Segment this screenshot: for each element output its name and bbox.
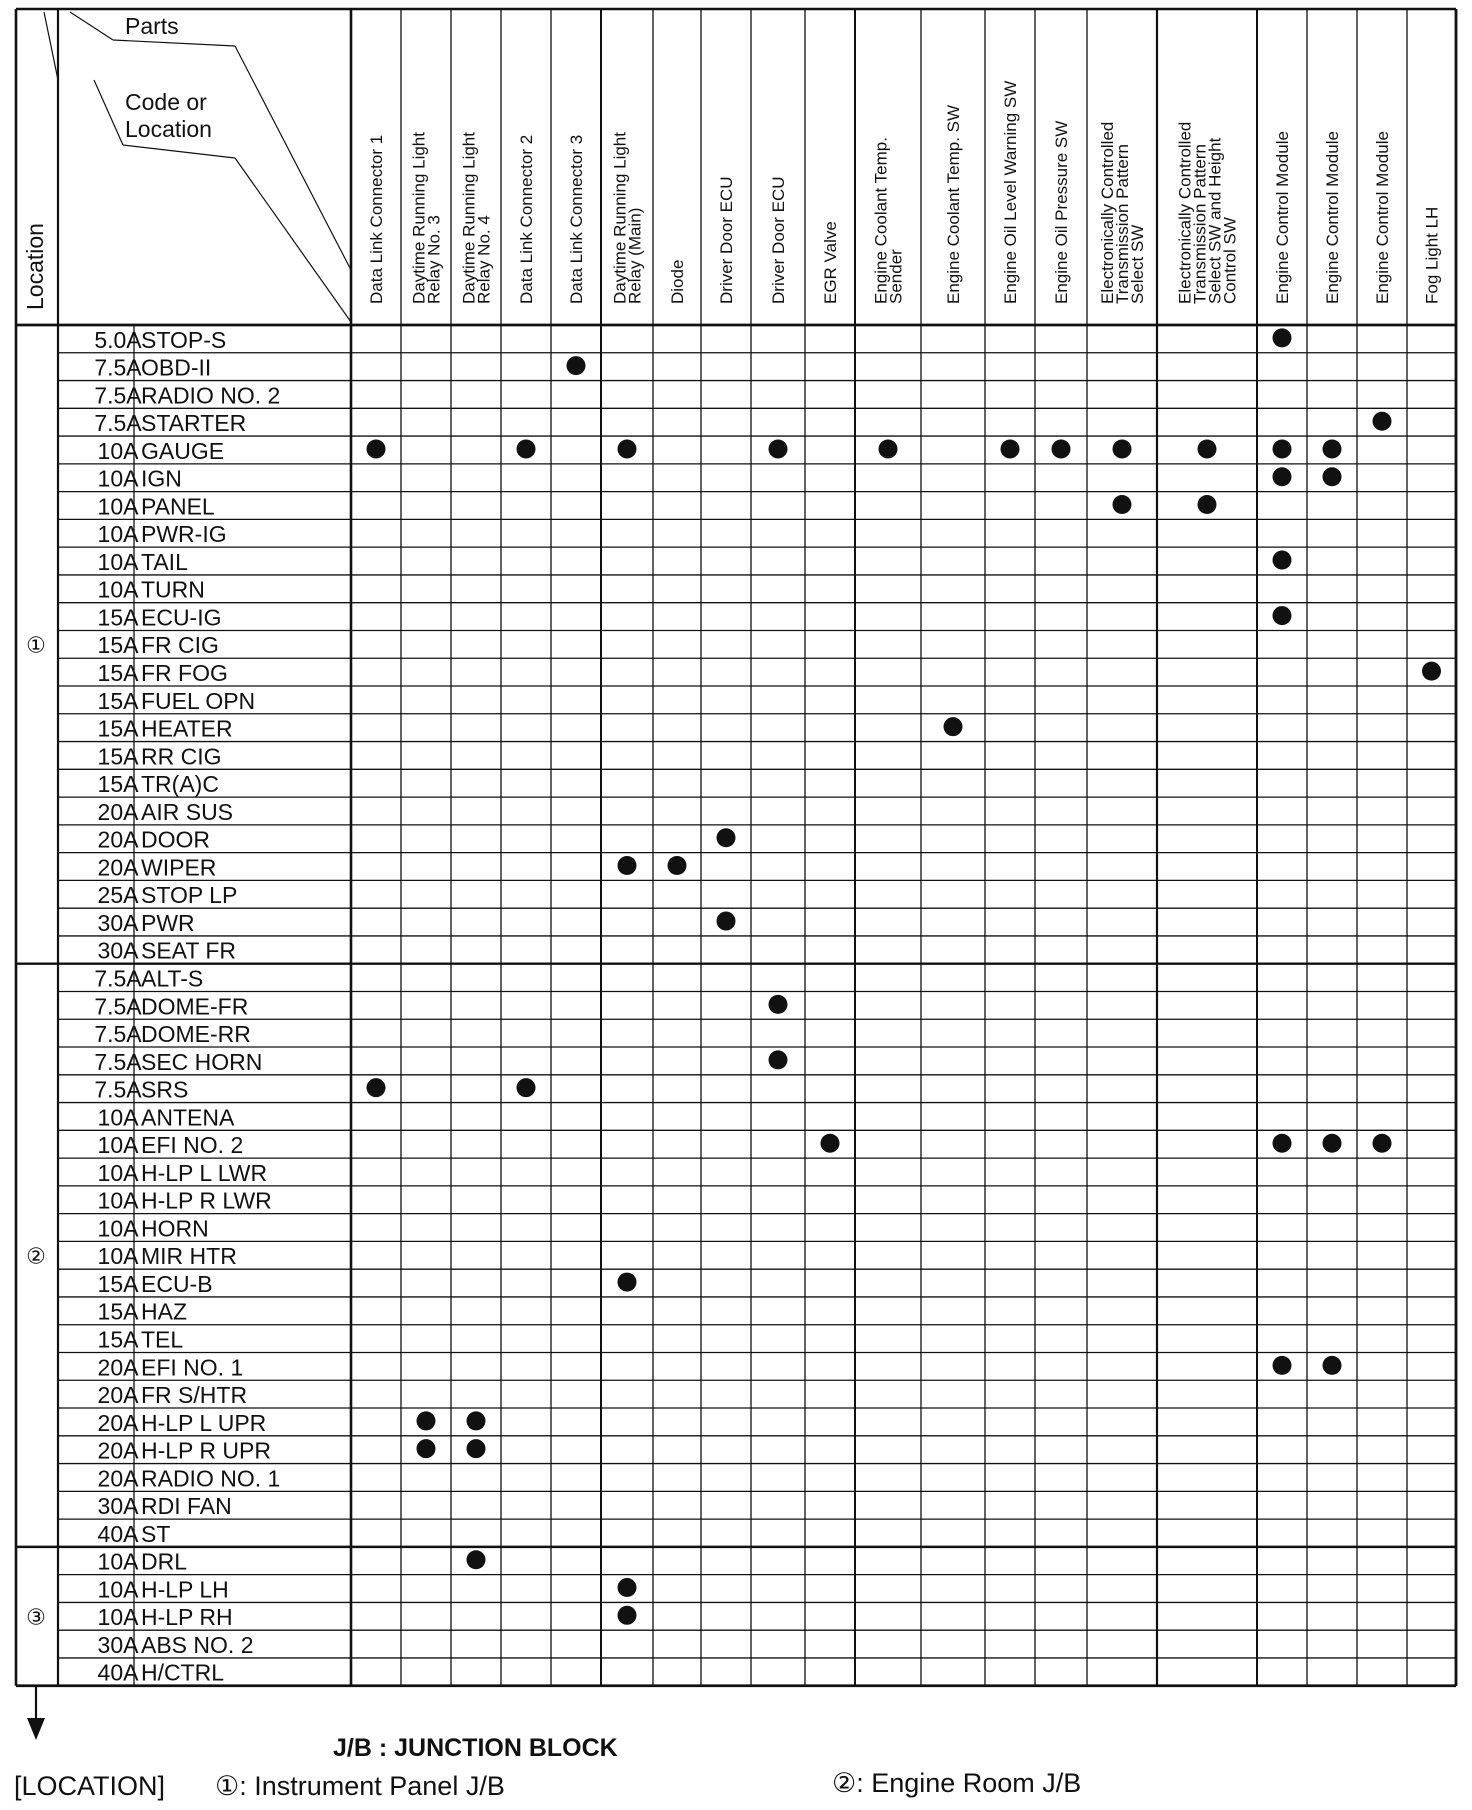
connection-dot: [367, 1078, 386, 1097]
fuse-name: IGN: [141, 465, 182, 492]
fuse-name: EFI NO. 1: [141, 1354, 244, 1381]
fuse-name: DRL: [141, 1548, 188, 1575]
fuse-name: STARTER: [141, 410, 247, 437]
fuse-amperage: 10A: [97, 437, 139, 464]
location-arrow-head: [27, 1718, 45, 1740]
fuse-amperage: 10A: [97, 1187, 139, 1214]
fuse-amperage: 10A: [97, 576, 139, 603]
connection-dot: [618, 856, 637, 875]
fuse-name: ECU-IG: [141, 604, 222, 631]
fuse-amperage: 7.5A: [94, 965, 142, 992]
connection-dot: [1323, 1356, 1342, 1375]
column-header: Engine Control Module: [1323, 131, 1342, 304]
fuse-name: H-LP LH: [141, 1576, 229, 1603]
header-diagonal: [113, 40, 235, 46]
column-header: Engine Oil Pressure SW: [1052, 120, 1071, 304]
connection-dot: [668, 856, 687, 875]
location-2-legend: ②: Engine Room J/B: [832, 1768, 1082, 1798]
connection-dot: [1273, 606, 1292, 625]
fuse-name: HAZ: [141, 1298, 187, 1325]
connection-dot: [417, 1439, 436, 1458]
fuse-amperage: 7.5A: [94, 1076, 142, 1103]
parts-header: Parts: [125, 13, 179, 39]
connection-dot: [467, 1411, 486, 1430]
connection-dot: [821, 1134, 840, 1153]
fuse-amperage: 10A: [97, 493, 139, 520]
header-diagonal: [235, 46, 351, 270]
fuse-amperage: 10A: [97, 1243, 139, 1270]
fuse-name: HORN: [141, 1215, 209, 1242]
column-header: Driver Door ECU: [769, 176, 788, 304]
connection-dot: [467, 1439, 486, 1458]
column-header: Engine Coolant Temp. SW: [944, 104, 963, 304]
fuse-amperage: 15A: [97, 743, 139, 770]
fuse-name: PWR-IG: [141, 521, 227, 548]
fuse-name: WIPER: [141, 854, 217, 881]
connection-dot: [517, 1078, 536, 1097]
column-header: Electronically Controlled: [1175, 121, 1195, 304]
fuse-amperage: 10A: [97, 521, 139, 548]
connection-dot: [517, 439, 536, 458]
location-marker: ①: [26, 632, 46, 658]
column-header: Sender: [886, 249, 906, 304]
fuse-name: EFI NO. 2: [141, 1132, 244, 1159]
fuse-amperage: 30A: [97, 909, 139, 936]
fuse-amperage: 20A: [97, 1382, 139, 1409]
fuse-name: FUEL OPN: [141, 687, 256, 714]
fuse-name: H-LP R UPR: [141, 1437, 271, 1464]
fuse-amperage: 7.5A: [94, 1048, 142, 1075]
connection-dot: [1198, 495, 1217, 514]
fuse-amperage: 15A: [97, 604, 139, 631]
fuse-amperage: 10A: [97, 1132, 139, 1159]
fuse-amperage: 20A: [97, 1465, 139, 1492]
fuse-amperage: 10A: [97, 548, 139, 575]
fuse-amperage: 10A: [97, 1159, 139, 1186]
fuse-amperage: 15A: [97, 660, 139, 687]
connection-dot: [618, 1606, 637, 1625]
connection-dot: [1001, 439, 1020, 458]
fuse-name: ALT-S: [141, 965, 204, 992]
connection-dot: [717, 828, 736, 847]
fuse-amperage: 15A: [97, 771, 139, 798]
connection-dot: [618, 1273, 637, 1292]
fuse-name: STOP-S: [141, 326, 227, 353]
column-header: Engine Coolant Temp.: [871, 137, 891, 304]
location-header: Location: [22, 223, 48, 310]
column-header: Relay (Main): [625, 207, 645, 304]
fuse-amperage: 7.5A: [94, 993, 142, 1020]
fuse-amperage: 10A: [97, 1548, 139, 1575]
connection-dot: [1373, 412, 1392, 431]
fuse-amperage: 20A: [97, 798, 139, 825]
fuse-name: HEATER: [141, 715, 233, 742]
location-1-legend: ①: Instrument Panel J/B: [215, 1771, 505, 1801]
header-diagonal: [44, 12, 58, 80]
fuse-name: TEL: [141, 1326, 184, 1353]
connection-dot: [1323, 467, 1342, 486]
fuse-name: FR S/HTR: [141, 1382, 248, 1409]
fuse-amperage: 15A: [97, 1298, 139, 1325]
column-header: Engine Control Module: [1273, 131, 1292, 304]
fuse-name: SRS: [141, 1076, 189, 1103]
connection-dot: [1273, 328, 1292, 347]
column-header: Select SW and Height: [1205, 137, 1225, 304]
connection-dot: [717, 912, 736, 931]
fuse-name: STOP LP: [141, 882, 238, 909]
connection-dot: [769, 439, 788, 458]
connection-dot: [769, 995, 788, 1014]
connection-dot: [367, 439, 386, 458]
fuse-amperage: 40A: [97, 1520, 139, 1547]
fuse-name: H-LP R LWR: [141, 1187, 272, 1214]
connection-dot: [769, 1050, 788, 1069]
fuse-name: TR(A)C: [141, 771, 219, 798]
column-header: Transmission Pattern: [1190, 144, 1210, 304]
connection-dot: [567, 356, 586, 375]
column-header: Data Link Connector 1: [367, 134, 386, 304]
fuse-amperage: 15A: [97, 687, 139, 714]
header-diagonal: [123, 145, 235, 158]
fuse-name: RADIO NO. 2: [141, 382, 281, 409]
fuse-name: SEC HORN: [141, 1048, 263, 1075]
header-diagonal: [70, 12, 113, 40]
fuse-amperage: 10A: [97, 1604, 139, 1631]
fuse-name: OBD-II: [141, 354, 212, 381]
column-header: EGR Valve: [821, 221, 840, 304]
fuse-name: GAUGE: [141, 437, 225, 464]
column-header: Select SW: [1128, 224, 1147, 304]
fuse-amperage: 40A: [97, 1659, 139, 1686]
fuse-name: FR CIG: [141, 632, 219, 659]
column-header: Engine Control Module: [1373, 131, 1392, 304]
fuse-name: MIR HTR: [141, 1243, 237, 1270]
fuse-amperage: 10A: [97, 1104, 139, 1131]
fuse-name: RADIO NO. 1: [141, 1465, 281, 1492]
fuse-name: TURN: [141, 576, 205, 603]
column-header: Daytime Running Light: [409, 132, 429, 304]
fuse-amperage: 25A: [97, 882, 139, 909]
fuse-name: SEAT FR: [141, 937, 236, 964]
column-header: Daytime Running Light: [610, 132, 630, 304]
connection-dot: [879, 439, 898, 458]
jb-title: J/B : JUNCTION BLOCK: [333, 1734, 618, 1762]
column-header: Fog Light LH: [1422, 206, 1442, 304]
code-location-header: Location: [125, 116, 212, 142]
connection-dot: [1273, 439, 1292, 458]
fuse-name: ABS NO. 2: [141, 1631, 254, 1658]
fuse-amperage: 20A: [97, 1354, 139, 1381]
column-header: Diode: [668, 259, 687, 304]
fuse-amperage: 7.5A: [94, 410, 142, 437]
column-header: Engine Oil Level Warning SW: [1001, 80, 1020, 304]
column-header: Relay No. 4: [474, 215, 494, 304]
fuse-amperage: 20A: [97, 1409, 139, 1436]
fuse-name: PWR: [141, 909, 195, 936]
column-header: Electronically Controlled: [1098, 121, 1117, 304]
fuse-amperage: 30A: [97, 1631, 139, 1658]
connection-dot: [1323, 1134, 1342, 1153]
connection-dot: [1198, 439, 1217, 458]
fuse-amperage: 10A: [97, 465, 139, 492]
column-header: Driver Door ECU: [717, 176, 736, 304]
fuse-amperage: 30A: [97, 937, 139, 964]
fuse-name: ECU-B: [141, 1270, 213, 1297]
connection-dot: [1422, 662, 1441, 681]
header-diagonal: [94, 80, 123, 145]
connection-dot: [1113, 495, 1132, 514]
connection-dot: [618, 439, 637, 458]
fuse-amperage: 10A: [97, 1215, 139, 1242]
location-marker: ②: [26, 1243, 46, 1269]
location-label: [LOCATION]: [14, 1771, 166, 1801]
fuse-name: DOME-FR: [141, 993, 249, 1020]
fuse-name: RDI FAN: [141, 1493, 232, 1520]
column-header: Transmission Pattern: [1113, 144, 1132, 304]
fuse-name: H/CTRL: [141, 1659, 225, 1686]
connection-dot: [467, 1550, 486, 1569]
connection-dot: [1273, 551, 1292, 570]
fuse-name: ANTENA: [141, 1104, 235, 1131]
fuse-amperage: 15A: [97, 1326, 139, 1353]
fuse-amperage: 15A: [97, 715, 139, 742]
fuse-name: FR FOG: [141, 660, 228, 687]
fuse-name: AIR SUS: [141, 798, 234, 825]
fuse-amperage: 7.5A: [94, 1021, 142, 1048]
fuse-name: DOOR: [141, 826, 210, 853]
fuse-amperage: 15A: [97, 632, 139, 659]
location-marker: ③: [26, 1604, 46, 1630]
column-header: Control SW: [1220, 217, 1240, 304]
header-diagonal: [235, 158, 351, 322]
connection-dot: [417, 1411, 436, 1430]
code-location-header: Code or: [125, 89, 207, 115]
fuse-name: ST: [141, 1520, 171, 1547]
connection-dot: [1273, 1356, 1292, 1375]
column-header: Data Link Connector 2: [517, 134, 536, 304]
fuse-amperage: 20A: [97, 826, 139, 853]
connection-dot: [1052, 439, 1071, 458]
connection-dot: [1373, 1134, 1392, 1153]
fuse-name: DOME-RR: [141, 1021, 251, 1048]
connection-dot: [1273, 467, 1292, 486]
column-header: Data Link Connector 3: [567, 134, 586, 304]
column-header: Relay No. 3: [424, 215, 444, 304]
fuse-name: PANEL: [141, 493, 215, 520]
fuse-name: TAIL: [141, 548, 188, 575]
fuse-name: H-LP L UPR: [141, 1409, 267, 1436]
fuse-amperage: 5.0A: [94, 326, 142, 353]
fuse-name: RR CIG: [141, 743, 222, 770]
fuse-amperage: 7.5A: [94, 354, 142, 381]
fuse-amperage: 20A: [97, 1437, 139, 1464]
fuse-name: H-LP RH: [141, 1604, 233, 1631]
fuse-amperage: 7.5A: [94, 382, 142, 409]
connection-dot: [618, 1578, 637, 1597]
fuse-amperage: 15A: [97, 1270, 139, 1297]
fuse-amperage: 30A: [97, 1493, 139, 1520]
connection-dot: [1323, 439, 1342, 458]
connection-dot: [1113, 439, 1132, 458]
column-header: Daytime Running Light: [459, 132, 479, 304]
fuse-amperage: 20A: [97, 854, 139, 881]
fuse-name: H-LP L LWR: [141, 1159, 268, 1186]
connection-dot: [944, 717, 963, 736]
fuse-amperage: 10A: [97, 1576, 139, 1603]
connection-dot: [1273, 1134, 1292, 1153]
